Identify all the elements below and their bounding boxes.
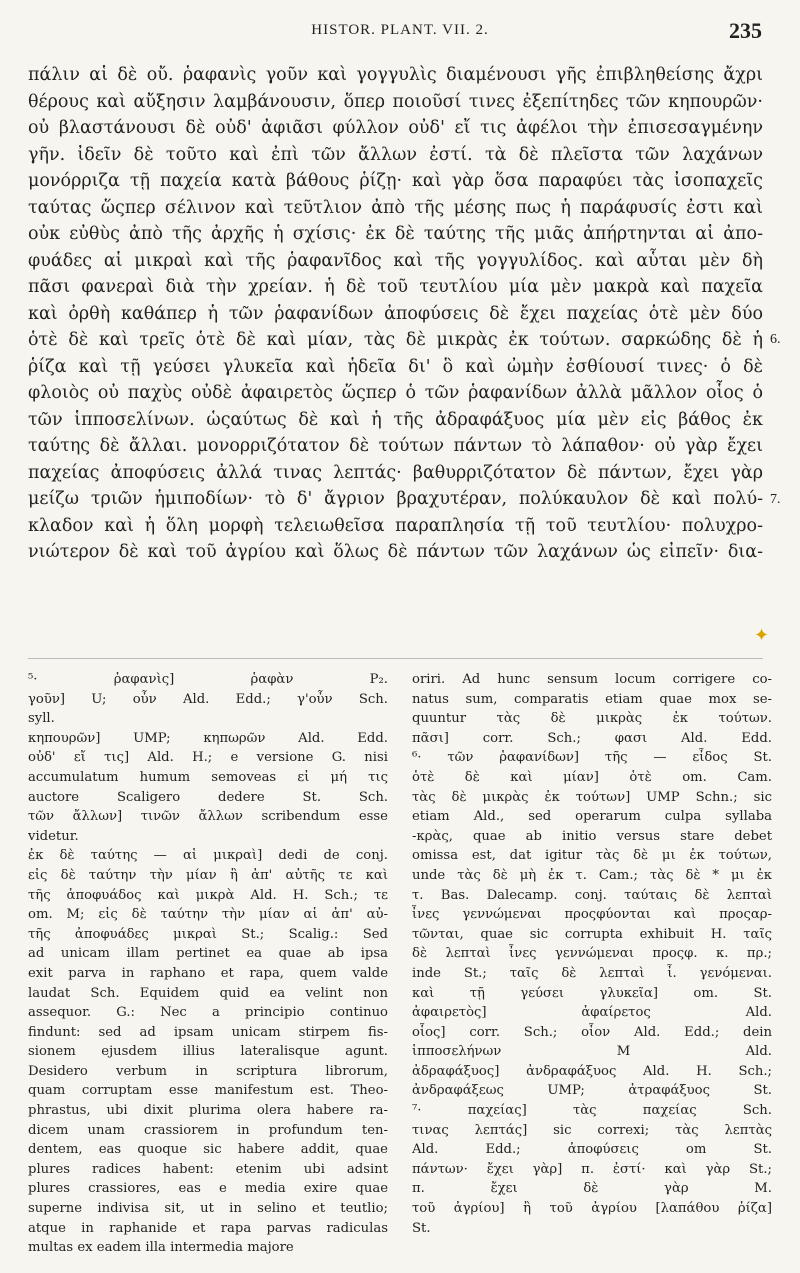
apparatus-line: plures crassiores, eas e media exire quae bbox=[28, 1181, 388, 1197]
apparatus-line: om. M; εἰς δὲ ταύτην τὴν μίαν αἱ ἀπ' αὐ- bbox=[28, 907, 388, 923]
apparatus-line: atque in raphanide et rapa parvas radiculas bbox=[28, 1220, 388, 1236]
apparatus-left-column bbox=[28, 670, 388, 1258]
text-line: καὶ ὀρθὴ καθάπερ ἡ τῶν ῥαφανίδων ἀποφύσεις δὲ ἔχει παχείας ὁτὲ μὲν δύο bbox=[28, 303, 763, 324]
apparatus-line: dentem, eas quoque sic habere addit, quae bbox=[28, 1142, 388, 1158]
apparatus-line: γοῦν] U; οὖν Ald. Edd.; γ'οὖν Sch. bbox=[28, 691, 388, 707]
text-line: τῶν ἱπποσελίνων. ὡςαύτως δὲ καὶ ἡ τῆς ἀδραφάξυος μία μὲν εἰς βάθος ἐκ bbox=[28, 409, 763, 430]
page-header bbox=[0, 18, 800, 50]
apparatus-line: findunt: sed ad ipsam unicam stirpem fis- bbox=[28, 1024, 388, 1040]
apparatus-line: accumulatum humum semoveas εἰ μή τις bbox=[28, 769, 388, 785]
apparatus-line: quam corruptam esse manifestum est. Theo- bbox=[28, 1083, 388, 1099]
apparatus-line: sionem ejusdem illius lateralisque agunt. bbox=[28, 1044, 388, 1060]
apparatus-line: τοῦ ἀγρίου] ἢ τοῦ ἀγρίου [λαπάθου ῥίζα] bbox=[412, 1201, 772, 1217]
apparatus-line: τὰς δὲ μικρὰς ἐκ τούτων] UMP Schn.; sic bbox=[412, 789, 772, 805]
margin-mark: ✦ bbox=[754, 625, 770, 645]
text-line: φυάδες αἱ μικραὶ καὶ τῆς ῥαφανῖδος καὶ τῆς γογγυλίδος. καὶ αὗται μὲν δὴ bbox=[28, 250, 763, 271]
text-line: ῥίζα καὶ τῇ γεύσει γλυκεῖα καὶ ἡδεῖα δι' ὃ καὶ ὠμὴν ἐσθίουσί τινες· ὁ δὲ bbox=[28, 356, 763, 377]
page-number: 235 bbox=[729, 18, 762, 43]
apparatus-line: -κρὰς, quae ab initio versus stare debet bbox=[412, 828, 772, 844]
apparatus-line: auctore Scaligero dedere St. Sch. bbox=[28, 789, 388, 805]
apparatus-line: τῶνται, quae sic corrupta exhibuit H. ταῖς bbox=[412, 926, 772, 942]
text-line: οὐ βλαστάνουσι δὲ οὐδ' ἀφιᾶσι φύλλον οὐδ' εἴ τις ἀφέλοι τὴν ἐπισεσαγμένην bbox=[28, 118, 763, 138]
apparatus-line: δὲ λεπταὶ ἶνες γεννώμεναι προςφ. κ. πρ.; bbox=[412, 946, 772, 962]
apparatus-line: ἀνδραφάξεως UMP; ἀτραφάξυος St. bbox=[412, 1083, 772, 1099]
apparatus-line: τ. Bas. Dalecamp. conj. ταύταις δὲ λεπταὶ bbox=[412, 887, 772, 903]
text-line: κλαδον καὶ ἡ ὅλη μορφὴ τελειωθεῖσα παραπλησία τῇ τοῦ τευτλίου· πολυχρο- bbox=[28, 515, 763, 536]
apparatus-line: τινας λεπτάς] sic correxi; τὰς λεπτὰς bbox=[412, 1122, 772, 1138]
running-head: HISTOR. PLANT. VII. 2. bbox=[311, 22, 489, 38]
apparatus-line: Desidero verbum in scriptura librorum, bbox=[28, 1063, 388, 1079]
apparatus-line: πάντων· ἔχει γὰρ] π. ἐστί· καὶ γὰρ St.; bbox=[412, 1161, 772, 1177]
apparatus-line: syll. bbox=[28, 711, 55, 727]
text-line: ὁτὲ δὲ καὶ τρεῖς ὁτὲ δὲ καὶ μίαν, τὰς δὲ μικρὰς ἐκ τούτων. σαρκώδης δὲ ἡ bbox=[28, 330, 763, 350]
apparatus-line: οὐδ' εἴ τις] Ald. H.; e versione G. nisi bbox=[28, 750, 388, 766]
text-line: παχείας ἀποφύσεις ἀλλά τινας λεπτάς· βαθυρριζότατον δὲ πάντων, ἔχει γὰρ bbox=[28, 462, 763, 483]
apparatus-line: natus sum, comparatis etiam quae mox se- bbox=[412, 691, 772, 707]
apparatus-line: ἀδραφάξυος] ἀνδραφάξυος Ald. H. Sch.; bbox=[412, 1063, 772, 1079]
apparatus-right-column bbox=[412, 670, 772, 1238]
apparatus-line: πᾶσι] corr. Sch.; φασι Ald. Edd. bbox=[412, 730, 772, 746]
apparatus-line: phrastus, ubi dixit plurima olera habere ra- bbox=[28, 1103, 388, 1119]
apparatus-line: ὁτὲ δὲ καὶ μίαν] ὁτὲ om. Cam. bbox=[412, 769, 772, 785]
apparatus-line: multas ex eadem illa intermedia majore bbox=[28, 1240, 294, 1256]
text-line: πάλιν αἱ δὲ οὔ. ῥαφανὶς γοῦν καὶ γογγυλὶς διαμένουσι γῆς ἐπιβληθείσης ἄχρι bbox=[28, 65, 763, 85]
section-number-7: 7. bbox=[770, 492, 781, 507]
apparatus-line: ⁵· ῥαφανὶς] ῥαφὰν P₂. bbox=[28, 672, 388, 687]
apparatus-line: St. bbox=[412, 1220, 431, 1236]
text-line: ταύτης δὲ ἄλλαι. μονορριζότατον δὲ τούτων πάντων τὸ λάπαθον· οὐ γὰρ ἔχει bbox=[28, 436, 763, 456]
apparatus-line: τῆς ἀποφυάδος καὶ μικρὰ Ald. H. Sch.; τε bbox=[28, 887, 388, 903]
text-line: φλοιὸς οὐ παχὺς οὐδὲ ἀφαιρετὸς ὥςπερ ὁ τῶν ῥαφανίδων ἀλλὰ μᾶλλον οἷος ὁ bbox=[28, 383, 763, 403]
apparatus-line: oriri. Ad hunc sensum locum corrigere co- bbox=[412, 672, 772, 687]
text-line: οὐκ εὐθὺς ἀπὸ τῆς ἀρχῆς ἡ σχίσις· ἐκ δὲ ταύτης τῆς μιᾶς ἀπήρτηνται αἱ ἀπο- bbox=[28, 224, 763, 244]
text-line: νιώτερον δὲ καὶ τοῦ ἀγρίου καὶ ὅλως δὲ πάντων τῶν λαχάνων ὡς εἰπεῖν· δια- bbox=[28, 542, 763, 562]
apparatus-line: laudat Sch. Equidem quid ea velint non bbox=[28, 985, 388, 1001]
apparatus-line: ἐκ δὲ ταύτης — αἱ μικραὶ] dedi de conj. bbox=[28, 848, 388, 864]
apparatus-line: ⁶· τῶν ῥαφανίδων] τῆς — εἶδος St. bbox=[412, 750, 772, 766]
apparatus-line: inde St.; ταῖς δὲ λεπταὶ ἶ. γενόμεναι. bbox=[412, 965, 772, 981]
apparatus-line: κηπουρῶν] UMP; κηπωρῶν Ald. Edd. bbox=[28, 730, 388, 746]
apparatus-line: plures radices habent: etenim ubi adsint bbox=[28, 1161, 388, 1177]
apparatus-line: καὶ τῇ γεύσει γλυκεῖα] om. St. bbox=[412, 985, 772, 1001]
apparatus-line: ἀφαιρετὸς] ἀφαίρετος Ald. bbox=[412, 1005, 772, 1021]
apparatus-line: exit parva in raphano et rapa, quem valde bbox=[28, 965, 388, 981]
text-line: πᾶσι φανεραὶ διὰ τὴν χρείαν. ἡ δὲ τοῦ τευτλίου μία μὲν μακρὰ καὶ παχεῖα bbox=[28, 277, 763, 297]
apparatus-line: quuntur τὰς δὲ μικρὰς ἐκ τούτων. bbox=[412, 711, 772, 727]
apparatus-line: ⁷· παχείας] τὰς παχείας Sch. bbox=[412, 1103, 772, 1119]
apparatus-line: ad unicam illam pertinet ea quae ab ipsa bbox=[28, 946, 388, 962]
main-text-body bbox=[28, 62, 763, 566]
apparatus-line: οἷος] corr. Sch.; οἷον Ald. Edd.; dein bbox=[412, 1024, 772, 1040]
footnote-rule bbox=[28, 658, 763, 659]
apparatus-line: εἰς δὲ ταύτην τὴν μίαν ἢ ἀπ' αὐτῆς τε καὶ bbox=[28, 867, 388, 883]
apparatus-line: superne indivisa sit, ut in selino et teutlio; bbox=[28, 1201, 388, 1217]
apparatus-line: π. ἔχει δὲ γὰρ M. bbox=[412, 1181, 772, 1197]
apparatus-line: ἱπποσελήνων M Ald. bbox=[412, 1044, 772, 1060]
section-number-6: 6. bbox=[770, 332, 781, 347]
apparatus-line: unde τὰς δὲ μὴ ἐκ τ. Cam.; τὰς δὲ * μι ἐκ bbox=[412, 867, 772, 883]
apparatus-line: ἶνες γεννώμεναι προςφύονται καὶ προςαρ- bbox=[412, 907, 772, 923]
apparatus-line: τῆς ἀποφυάδες μικραὶ St.; Scalig.: Sed bbox=[28, 926, 388, 942]
text-line: μείζω τριῶν ἡμιποδίων· τὸ δ' ἄγριον βραχυτέραν, πολύκαυλον δὲ καὶ πολύ- bbox=[28, 489, 763, 509]
apparatus-line: Ald. Edd.; ἀποφύσεις om St. bbox=[412, 1142, 772, 1158]
apparatus-line: etiam Ald., sed operarum culpa syllaba bbox=[412, 809, 772, 825]
apparatus-line: assequor. G.: Nec a principio continuo bbox=[28, 1005, 388, 1021]
text-line: ταύτας ὥςπερ σέλινον καὶ τεῦτλιον ἀπὸ τῆς μέσης πως ἡ παράφυσίς ἐστι καὶ bbox=[28, 197, 763, 218]
text-line: θέρους καὶ αὔξησιν λαμβάνουσιν, ὅπερ ποιοῦσί τινες ἐξεπίτηδες τῶν κηπουρῶν· bbox=[28, 91, 763, 112]
apparatus-line: omissa est, dat igitur τὰς δὲ μι ἐκ τούτων, bbox=[412, 848, 772, 864]
text-line: γῆν. ἰδεῖν δὲ τοῦτο καὶ ἐπὶ τῶν ἄλλων ἐστί. τὰ δὲ πλεῖστα τῶν λαχάνων bbox=[28, 144, 763, 165]
apparatus-line: τῶν ἄλλων] τινῶν ἄλλων scribendum esse bbox=[28, 809, 388, 825]
apparatus-line: videtur. bbox=[28, 828, 79, 844]
apparatus-line: dicem unam crassiorem in profundum ten- bbox=[28, 1122, 388, 1138]
text-line: μονόρριζα τῇ παχεία κατὰ βάθους ῥίζῃ· καὶ γὰρ ὅσα παραφύει τὰς ἰσοπαχεῖς bbox=[28, 171, 763, 191]
